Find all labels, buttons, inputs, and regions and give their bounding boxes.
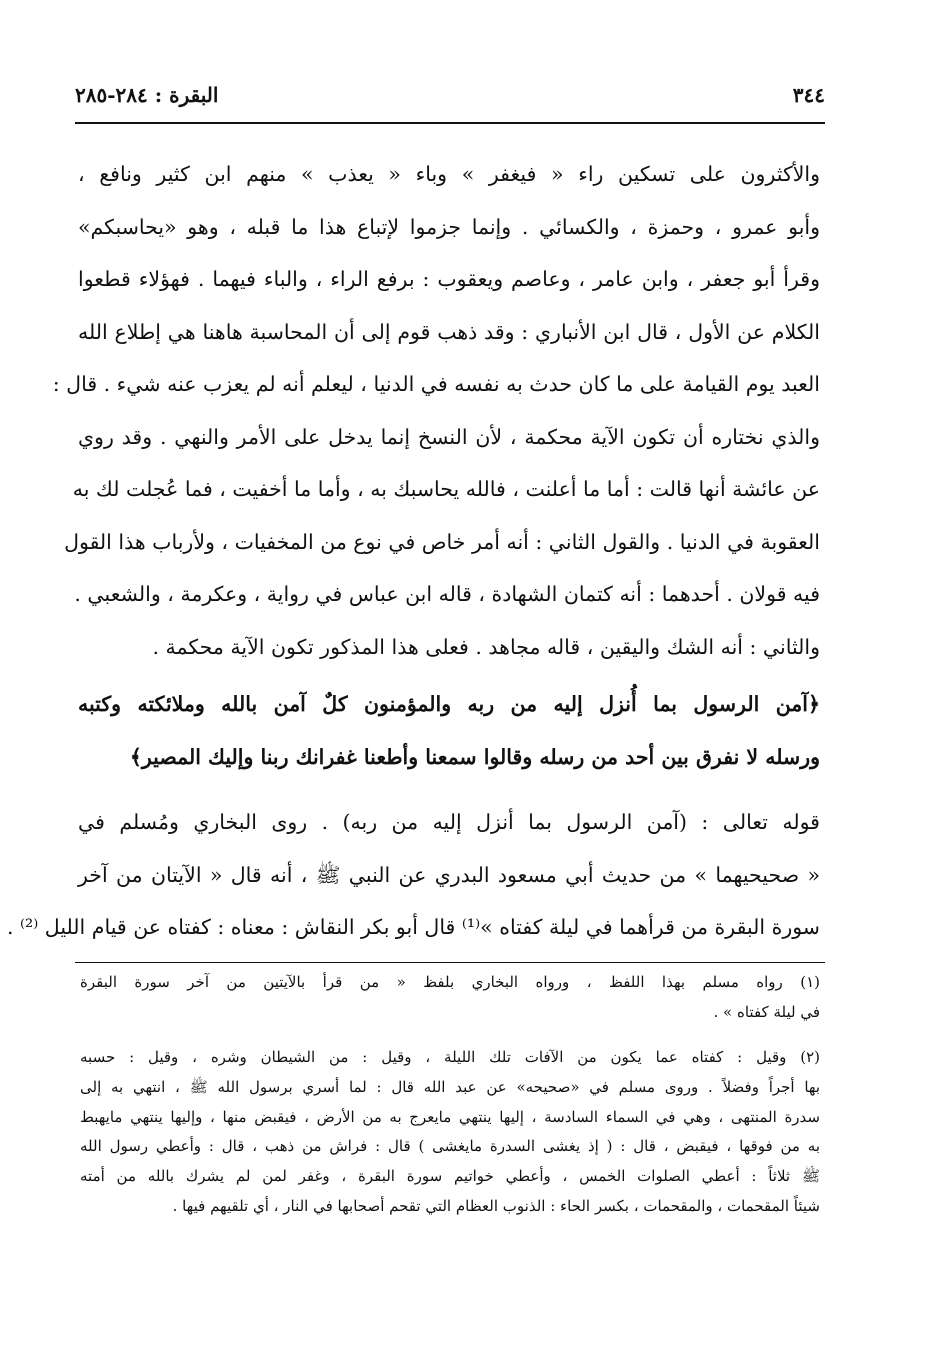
text-line: « صحيحيهما » من حديث أبي مسعود البدري عن النبي ﷺ ، أنه قال « الآيتان من آخر — [78, 862, 820, 887]
footnote-line: سدرة المنتهى ، وهي في السماء السادسة ، إليها ينتهي مايعرج به من الأرض ، فيقبض منها ، وإليها ينتهي مايهبط — [80, 1107, 820, 1126]
footnote-divider — [75, 962, 825, 963]
text-line: والأكثرون على تسكين راء « فيغفر » وباء « يعذب » منهم ابن كثير ونافع ، — [78, 162, 820, 186]
main-text — [52, 148, 820, 673]
page-header — [75, 78, 825, 112]
text-line: قوله تعالى : (آمن الرسول بما أنزل إليه من ربه) . روى البخاري ومُسلم في — [78, 810, 820, 834]
footnote-line: بها أجراً وفضلاً . وروى مسلم في «صحيحه» عن عبد الله قال : لما أسري برسول الله ﷺ ، انتهي به إلى — [80, 1077, 820, 1096]
text-line: الكلام عن الأول ، قال ابن الأنباري : وقد ذهب قوم إلى أن المحاسبة هاهنا هي إطلاع الله — [78, 319, 820, 344]
text-line: والثاني : أنه الشك واليقين ، قاله مجاهد . فعلى هذا المذكور تكون الآية محكمة . — [152, 634, 820, 659]
verse-line: ورسله لا نفرق بين أحد من رسله وقالوا سمعنا وأطعنا غفرانك ربنا وإليك المصير﴾ — [129, 744, 820, 769]
footnote-2 — [80, 1043, 820, 1222]
commentary-text — [6, 796, 820, 954]
text-line: فيه قولان . أحدهما : أنه كتمان الشهادة ، قاله ابن عباس في رواية ، وعكرمة ، والشعبي . — [74, 582, 820, 606]
text-line: سورة البقرة من قرأهما في ليلة كفتاه »⁽¹⁾ قال أبو بكر النقاش : معناه : كفتاه عن قيام الليل ⁽²⁾ . — [6, 915, 820, 939]
text-line: وقرأ أبو جعفر ، وابن عامر ، وعاصم ويعقوب : برفع الراء ، والباء فيهما . فهؤلاء قطعوا — [78, 267, 820, 291]
verse-line: ﴿آمن الرسول بما أُنزل إليه من ربه والمؤمنون كلٌ آمن بالله وملائكته وكتبه — [78, 692, 820, 716]
footnote-line: في ليلة كفتاه » . — [713, 1002, 820, 1021]
page-number: ٣٤٤ — [792, 83, 825, 107]
text-line: العقوبة في الدنيا . والقول الثاني : أنه أمر خاص في نوع من المخفيات ، ولأرباب هذا القول — [64, 529, 820, 554]
header-divider — [75, 122, 825, 124]
footnote-line: (٢) وقيل : كفتاه عما يكون من الآفات تلك الليلة ، وقيل : من الشيطان وشره ، وقيل : حسبه — [80, 1048, 820, 1066]
footnote-line: شيئاً المقحمات ، والمقحمات ، بكسر الحاء : الذنوب العظام التي تقحم أصحابها في النار ، أي تلقيهم فيها . — [172, 1196, 820, 1215]
footnote-1 — [80, 968, 820, 1027]
text-line: والذي نختاره أن تكون الآية محكمة ، لأن النسخ إنما يدخل على الأمر والنهي . وقد روي — [78, 424, 820, 449]
text-line: العبد يوم القيامة على ما كان حدث به نفسه في الدنيا ، ليعلم أنه لم يعزب عنه شيء . قال : — [52, 372, 820, 396]
text-line: وأبو عمرو ، وحمزة ، والكسائي . وإنما جزموا لإتباع هذا ما قبله ، وهو «يحاسبكم» — [78, 214, 820, 239]
text-line: عن عائشة أنها قالت : أما ما أعلنت ، فالله يحاسبك به ، وأما ما أخفيت ، فما عُجلت لك به — [72, 477, 820, 501]
quran-verse — [78, 678, 820, 783]
footnote-line: ﷺ ثلاثاً : أعطي الصلوات الخمس ، وأعطي خواتيم سورة البقرة ، وغفر لمن لم يشرك بالله من أمته — [80, 1167, 820, 1186]
running-title: البقرة : ٢٨٤-٢٨٥ — [75, 83, 219, 107]
footnote-line: به من فوقها ، فيقبض ، قال : ( إذ يغشى السدرة مايغشى ) قال : فراش من ذهب ، قال : وأعطي رسول الله — [80, 1137, 820, 1156]
footnote-line: (١) رواه مسلم بهذا اللفظ ، ورواه البخاري بلفظ « من قرأ بالآيتين من آخر سورة البقرة — [80, 973, 820, 991]
